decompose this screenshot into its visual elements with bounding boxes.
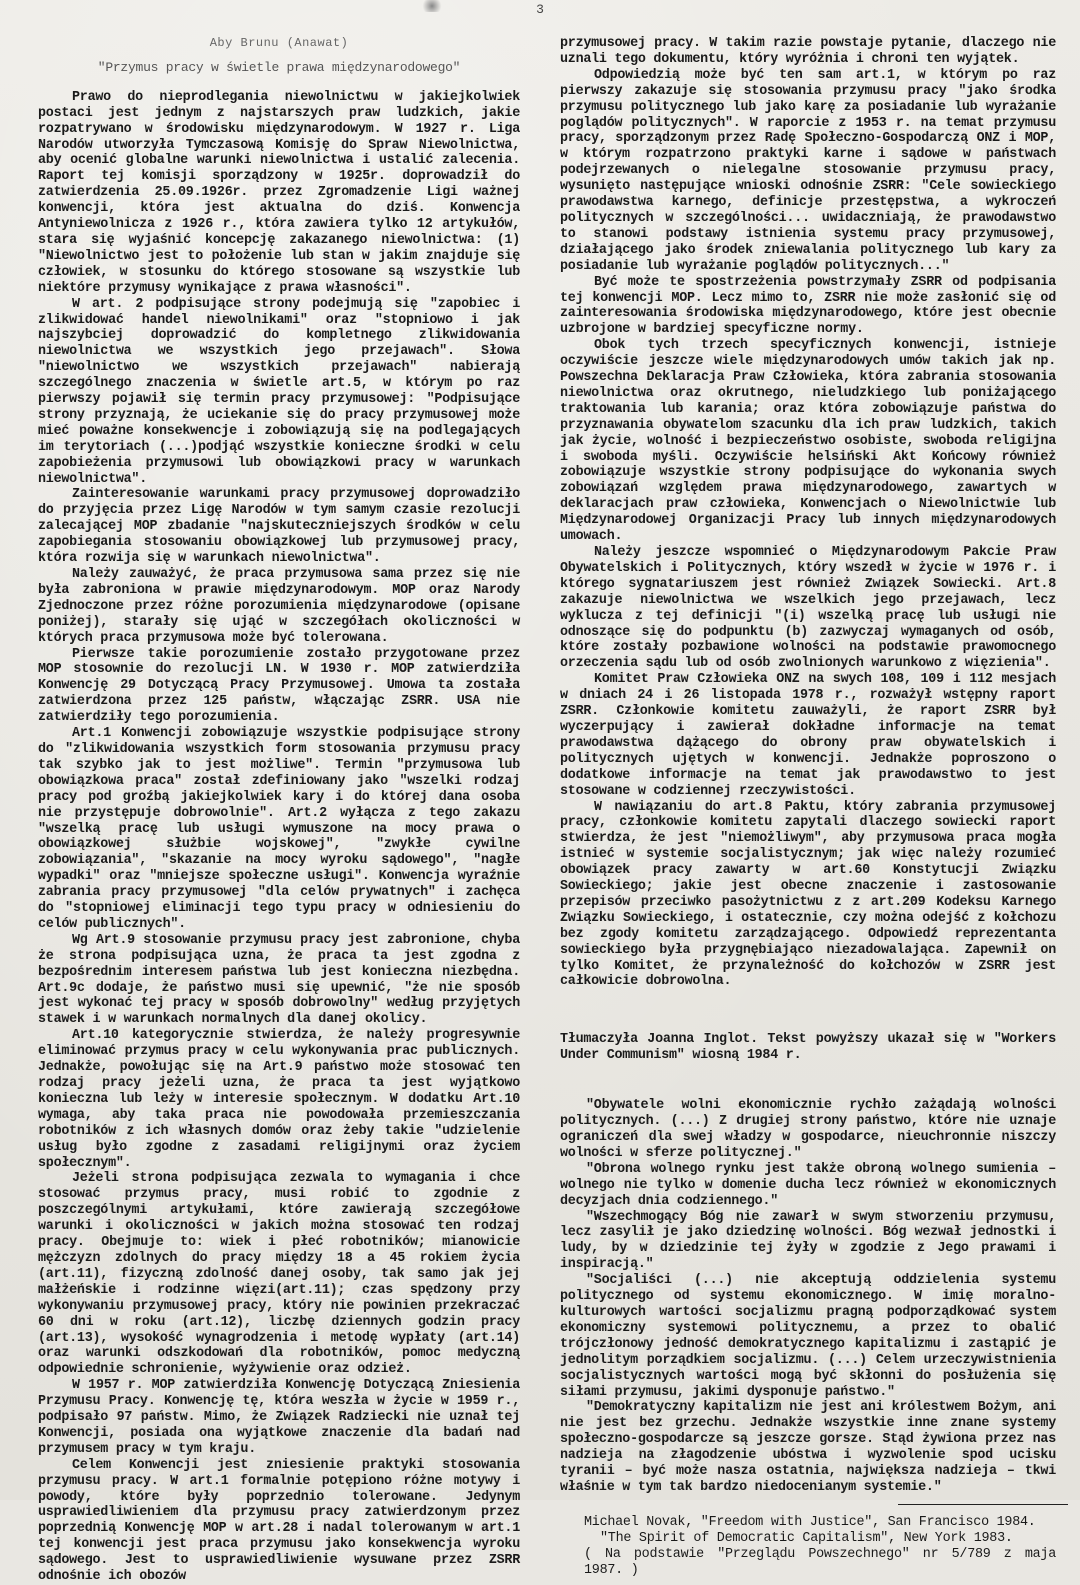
- paragraph: Art.10 kategorycznie stwierdza, że należy progresywnie eliminować przymus pracy w celu wykonywania prac publicznych. Jednakże, powołując się na Art.9 państwo może stosować ten rodzaj pracy jeżeli uzna, że praca ta jest wyjątkowo konieczna lub leży w interesie społecznym. W dodatku Art.10 wymaga, aby taka praca nie powodowała przemieszczania robotników z ich własnych domów oraz żeby takie "udzielenie usług było zgodne z zasadami religijnymi oraz życiem społecznym".: [38, 1028, 520, 1171]
- quote: "Wszechmogący Bóg nie zawarł w swym stworzeniu przymusu, lecz zasylił je jako dziedzinę wolności. Bóg wezwał jednostki i ludy, by w dziedzinie tej żyły w zgodzie z Jego prawami i inspiracją.": [560, 1209, 1056, 1273]
- ink-smudge: [420, 0, 444, 12]
- page-number: 3: [536, 2, 544, 17]
- paragraph: Należy zauważyć, że praca przymusowa sama przez się nie była zabroniona w prawie międzynarodowym. MOP oraz Narody Zjednoczone przez różne porozumienia międzynarodowe (opisane poniżej), starały się ująć w szczegółach okoliczności w których praca przymusowa może być tolerowana.: [38, 567, 520, 646]
- paragraph: Należy jeszcze wspomnieć o Międzynarodowym Pakcie Praw Obywatelskich i Politycznych, który wszedł w życie w 1976 r. i którego sygnatariuszem jest również Związek Sowiecki. Art.8 zakazuje niewolnictwa we wszelkich jego przejawach, lecz wyklucza z tej definicji "(i) wszelką pracę lub usługi nie odnoszące się do podpunktu (b) zazwyczaj wymaganych od osób, które zostały pozbawione wolności na podstawie prawomocnego orzeczenia sądu lub od osób zwolnionych warunkowo z więzienia".: [560, 545, 1056, 672]
- quote: "Socjaliści (...) nie akceptują oddzielenia systemu politycznego od systemu ekonomicznego. W imię moralno-kulturowych wartości socjalizmu pragną podporządkować system ekonomiczny systemowi politycznemu, a przez to obalić trójczłonowy jedność demokratycznego kapitalizmu i zastąpić je jednolitym porządkiem socjalizmu. (...) Celem urzeczywistnienia socjalistycznych wartości mogą być skłonni do posłużenia się siłami przymusu, jakimi dysponuje państwo.": [560, 1273, 1056, 1400]
- paragraph: Odpowiedzią może być ten sam art.1, w którym po raz pierwszy zakazuje się stosowania przymusu pracy "jako środka przymusu politycznego lub jako karę za posiadanie lub wyrażanie poglądów politycznych". W raporcie z 1953 r. na temat przymusu pracy, sporządzonym przez Radę Społeczno-Gospodarczą ONZ i MOP, w którym rozpatrzono praktyki karne i sądowe w państwach podejrzewanych o nielegalne stosowanie przymusu pracy, wysunięto następujące wnioski odnośnie ZSRR: "Cele sowieckiego prawodawstwa karnego, definicje przestępstwa, a wykroczeń politycznych w szczególności... uwidaczniają, że prawodawstwo to stanowi podstawy istnienia systemu pracy przymusowej, działającego jako środek zniewalania politycznego lub kary za posiadanie lub wyrażanie poglądów politycznych...": [560, 67, 1056, 274]
- paragraph: Jeżeli strona podpisująca zezwala to wymagania i chce stosować przymus pracy, musi robić to zgodnie z poszczególnymi artykułami, które zawierają szczegółowe warunki i okoliczności w jakich można stosować ten rodzaj pracy. Obejmuje to: wiek i płeć robotników; mianowicie mężczyzn zdolnych do pracy między 18 a 45 rokiem życia (art.11), fizyczną zdolność danej osoby, tak samo jak jej małżeńskie i rodzinne więzi(art.11); czas spędzony przy wykonywaniu przymusowej pracy, który nie powinien przekraczać 60 dni w roku (art.12), liczbę dziennych godzin pracy (art.13), wysokość wynagrodzenia i metodę wypłaty (art.14) oraz warunki odszkodowań dla robotników, pomoc medyczną odpowiednie schronienie, wyżywienie oraz odzież.: [38, 1171, 520, 1378]
- source-line: "The Spirit of Democratic Capitalism", New York 1983.: [600, 1530, 1013, 1546]
- paragraph: W 1957 r. MOP zatwierdziła Konwencję Dotyczącą Zniesienia Przymusu Pracy. Konwencję tę, która weszła w życie w 1959 r., podpisało 97 państw. Mimo, że Związek Radziecki nie uznał tej Konwencji, posiada ona wyjątkowe znaczenie dla badań nad przymusem pracy w tym kraju.: [38, 1378, 520, 1457]
- paragraph: W art. 2 podpisujące strony podejmują się "zapobiec i zlikwidować handel niewolnikami" oraz "stopniowo i jak najszybciej doprowadzić do kompletnego zlikwidowania niewolnictwa we wszystkich jego przejawach". Słowa "niewolnictwo we wszystkich przejawach" nabierają szczególnego znaczenia w świetle art.5, w którym po raz pierwszy pojawił się termin pracy przymusowej: "Podpisujące strony przyznają, że uciekanie się do pracy przymusowej może mieć poważne konsekwencje i zobowiązują się na podlegających im terytoriach (...)podjąć wszystkie konieczne środki w celu zapobieżenia przymusowi lub obowiązkowi pracy w warunkach niewolnictwa".: [38, 296, 520, 487]
- quote: "Obrona wolnego rynku jest także obroną wolnego sumienia – wolnego nie tylko w domenie ducha lecz również w ekonomicznych decyzjach dnia codziennego.": [560, 1161, 1056, 1209]
- article-title: "Przymus pracy w świetle prawa międzynarodowego": [97, 59, 461, 75]
- paragraph: Celem Konwencji jest zniesienie praktyki stosowania przymusu pracy. W art.1 formalnie potępiono różne motywy i powody, które były poprzednio tolerowane. Jedynym usprawiedliwieniem dla przymusu pracy zatwierdzonym przez poprzednią Konwencję MOP w art.28 i nadal tolerowanym w art.1 tej konwencji jest praca przymusu jako konsekwencja wyroku sądowego. Jest to usprawiedliwienie wysuwane przez ZSRR odnośnie ich obozów: [38, 1457, 520, 1585]
- paragraph: Prawo do nieprodlegania niewolnictwu w jakiejkolwiek postaci jest jednym z najstarszych praw ludzkich, jakie rozpatrywano w środowisku międzynarodowym. W 1927 r. Liga Narodów utworzyła Tymczasową Komisję do Spraw Niewolnictwa, aby ocenić globalne warunki niewolnictwa i ustalić zalecenia. Raport tej komisji sporządzony w 1925r. doprowadził do zatwierdzenia 25.09.1926r. przez Zgromadzenie Ligi ważnej konwencji, która jest aktualna do dziś. Konwencja Antyniewolnicza z 1926 r., która zawiera tylko 12 artykułów, stara się wyjaśnić koncepcję zakazanego niewolnictwa: (1) "Niewolnictwo jest to położenie lub stan w jakim znajduje się człowiek, w stosunku do którego stosowane są wszystkie lub niektóre przymusy wynikające z prawa własności".: [38, 89, 520, 296]
- right-column: [560, 36, 1056, 1578]
- paragraph: Komitet Praw Człowieka ONZ na swych 108, 109 i 112 mesjach w dniach 24 i 26 listopada 1978 r., rozważył wstępny raport ZSRR. Członkowie komitetu zauważyli, że raport ZSRR był wyczerpujący i zawierał dokładne informacje na temat prawodawstwa dążącego do obrony praw obywatelskich i politycznych ujętych w konwencji. Jednakże poproszono o dodatkowe informacje na temat jak prawodawstwo to jest stosowane w codziennej rzeczywistości.: [560, 672, 1056, 799]
- paragraph: W nawiązaniu do art.8 Paktu, który zabrania przymusowej pracy, członkowie komitetu zapytali dlaczego sowiecki raport stwierdza, że jest "niemożliwym", aby przymusowa praca mogła istnieć w systemie socjalistycznym; jak więc należy rozumieć obowiązek pracy zawarty w art.60 Konstytucji Związku Sowieckiego; jakie jest obecne znaczenie i zastosowanie przepisów przeciwko pasożytnictwu z z art.209 Kodeksu Karnego Związku Sowieckiego, i ostatecznie, czy można odejść z kołchozu bez zgody komitetu zarządzającego. Odpowiedź reprezentanta sowieckiego była przygnębiająco niezadowalająca. Zapewnił on tylko Komitet, że przynależność do kołchozów w ZSRR jest całkowicie dobrowolna.: [560, 799, 1056, 990]
- article-kicker: Aby Brunu (Anawat): [209, 36, 349, 50]
- paragraph: Obok tych trzech specyficznych konwencji, istnieje oczywiście jeszcze wiele międzynarodowych umów takich jak np. Powszechna Deklaracja Praw Człowieka, która zabrania stosowania niewolnictwa oraz okrutnego, nieludzkiego lub poniżającego traktowania lub karania; oraz która zobowiązuje państwa do przyznawania obywatelom szacunku dla ich praw ludzkich, takich jak życie, wolność i bezpieczeństwo osobiste, swoboda religijna i swoboda myśli. Oczywiście helsiński Akt Końcowy również zobowiązuje wszystkie strony podpisujące do wykonania swych zobowiązań względem prawa międzynarodowego, zawartych w deklaracjach praw człowieka, Konwencjach o Niewolnictwie lub Międzynarodowej Organizacji Pracy lub innych międzynarodowych umowach.: [560, 338, 1056, 545]
- paragraph: Wg Art.9 stosowanie przymusu pracy jest zabronione, chyba że strona podpisująca uzna, że praca ta jest zgodna z bezpośrednim interesem państwa lub jest konieczna niezbędna. Art.9c dodaje, że państwo musi się upewnić, "że nie sposób jest wykonać tej pracy w sposób dobrowolny" według przyjętych stawek i w warunkach normalnych dla danej okolicy.: [38, 932, 520, 1028]
- quotes-block: [560, 1098, 1056, 1496]
- divider-rule: [898, 1504, 1068, 1505]
- quote: "Demokratyczny kapitalizm nie jest ani królestwem Bożym, ani nie jest bez grzechu. Jednakże wszystkie inne znane systemy społeczno-gospodarcze są jeszcze gorsze. Stąd żywiona przez nas nadzieja na złagodzenie ubóstwa i wyzwolenie spod ucisku tyranii – być może nasza ostatnia, największa nadzieja – tkwi właśnie w tym tak bardzo niedocenianym systemie.": [560, 1400, 1056, 1495]
- source-line: ( Na podstawie "Przeglądu Powszechnego" nr 5/789 z maja 1987. ): [584, 1546, 1056, 1578]
- left-column: [38, 36, 520, 1585]
- source-line: Michael Novak, "Freedom with Justice", San Francisco 1984.: [584, 1514, 1036, 1530]
- translation-note: Tłumaczyła Joanna Inglot. Tekst powyższy ukazał się w "Workers Under Communism" wiosną 1984 r.: [560, 1032, 1056, 1064]
- paragraph: Pierwsze takie porozumienie zostało przygotowane przez MOP stosownie do rezolucji LN. W 1930 r. MOP zatwierdziła Konwencję 29 Dotyczącą Pracy Przymusowej. Umowa ta została zatwierdzona przez 125 państw, włączając ZSRR. USA nie zatwierdziły tego porozumienia.: [38, 646, 520, 726]
- quote: "Obywatele wolni ekonomicznie rychło zażądają wolności politycznych. (...) Z drugiej strony państwo, które nie uznaje ograniczeń dla swej władzy w gospodarce, nieuchronnie niszczy wolności w sferze politycznej.": [560, 1098, 1056, 1161]
- paragraph: przymusowej pracy. W takim razie powstaje pytanie, dlaczego nie uznali tego dokumentu, który wyróżnia i chroni ten wyjątek.: [560, 36, 1056, 67]
- paragraph: Zainteresowanie warunkami pracy przymusowej doprowadziło do przyjęcia przez Ligę Narodów w tym samym czasie rezolucji zalecającej MOP zbadanie "najskuteczniejszych środków w celu zapobiegania stosowaniu obowiązkowej lub przymusowej pracy, która rozwija się w warunkach niewolnictwa".: [38, 487, 520, 567]
- paragraph: Być może te spostrzeżenia powstrzymały ZSRR od podpisania tej konwencji MOP. Lecz mimo to, ZSRR nie może zasłonić się od zainteresowania środowiska międzynarodowego, które jest obecnie uzbrojone w bardziej specyficzne normy.: [560, 274, 1056, 338]
- paragraph: Art.1 Konwencji zobowiązuje wszystkie podpisujące strony do "zlikwidowania wszystkich form stosowania przymusu pracy tak szybko jak to jest możliwe". Termin "przymusowa lub obowiązkowa praca" został zdefiniowany jako "wszelki rodzaj pracy pod groźbą jakiejkolwiek kary i do której dana osoba nie przystępuje dobrowolnie". Art.2 wyłącza z tego zakazu "wszelką pracę lub usługi wymuszone na mocy prawa o obowiązkowej służbie wojskowej", "zwykłe cywilne zobowiązania", "skazanie na mocy wyroku sądowego", "nagłe wypadki" oraz "mniejsze społeczne usługi". Konwencja wyraźnie zabrania pracy przymusowej "dla celów prywatnych" i zachęca do "stopniowej eliminacji tego typu pracy w odniesieniu do celów publicznych".: [38, 726, 520, 932]
